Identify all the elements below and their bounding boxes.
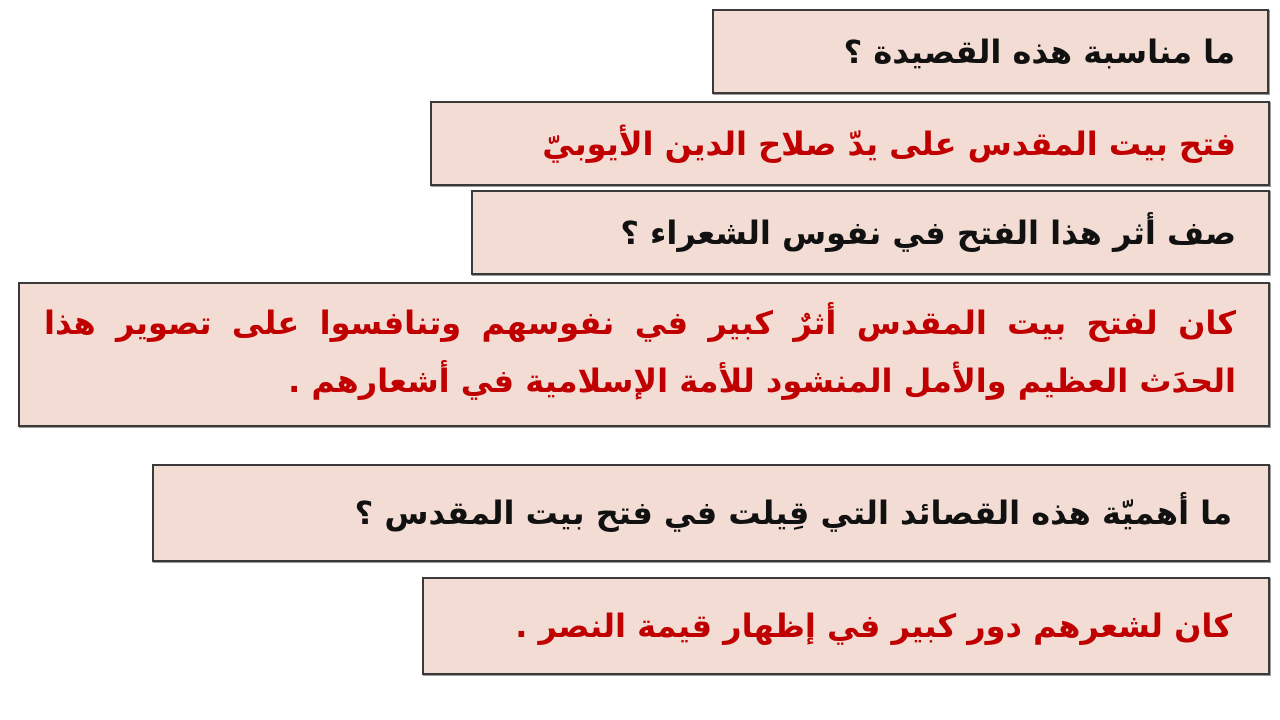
question-box-impact (471, 190, 1270, 275)
answer-box-occasion (430, 101, 1270, 186)
question-text-impact: صف أثر هذا الفتح في نفوس الشعراء ؟ (620, 213, 1236, 252)
question-text-occasion: ما مناسبة هذه القصيدة ؟ (843, 32, 1235, 71)
answer-box-importance (422, 577, 1270, 675)
answer-text-impact: كان لفتح بيت المقدس أثرٌ كبير في نفوسهم وتنافسوا على تصوير هذا الحدَث العظيم والأمل المنشود للأمة الإسلامية في أشعارهم . (44, 304, 1236, 400)
answer-text-occasion: فتح بيت المقدس على يدّ صلاح الدين الأيوبيّ (542, 124, 1236, 163)
question-text-importance: ما أهميّة هذه القصائد التي قِيلت في فتح بيت المقدس ؟ (354, 494, 1232, 532)
question-box-occasion (712, 9, 1269, 94)
answer-box-impact (18, 282, 1270, 427)
answer-text-importance: كان لشعرهم دور كبير في إظهار قيمة النصر . (515, 607, 1232, 645)
question-box-importance (152, 464, 1270, 562)
